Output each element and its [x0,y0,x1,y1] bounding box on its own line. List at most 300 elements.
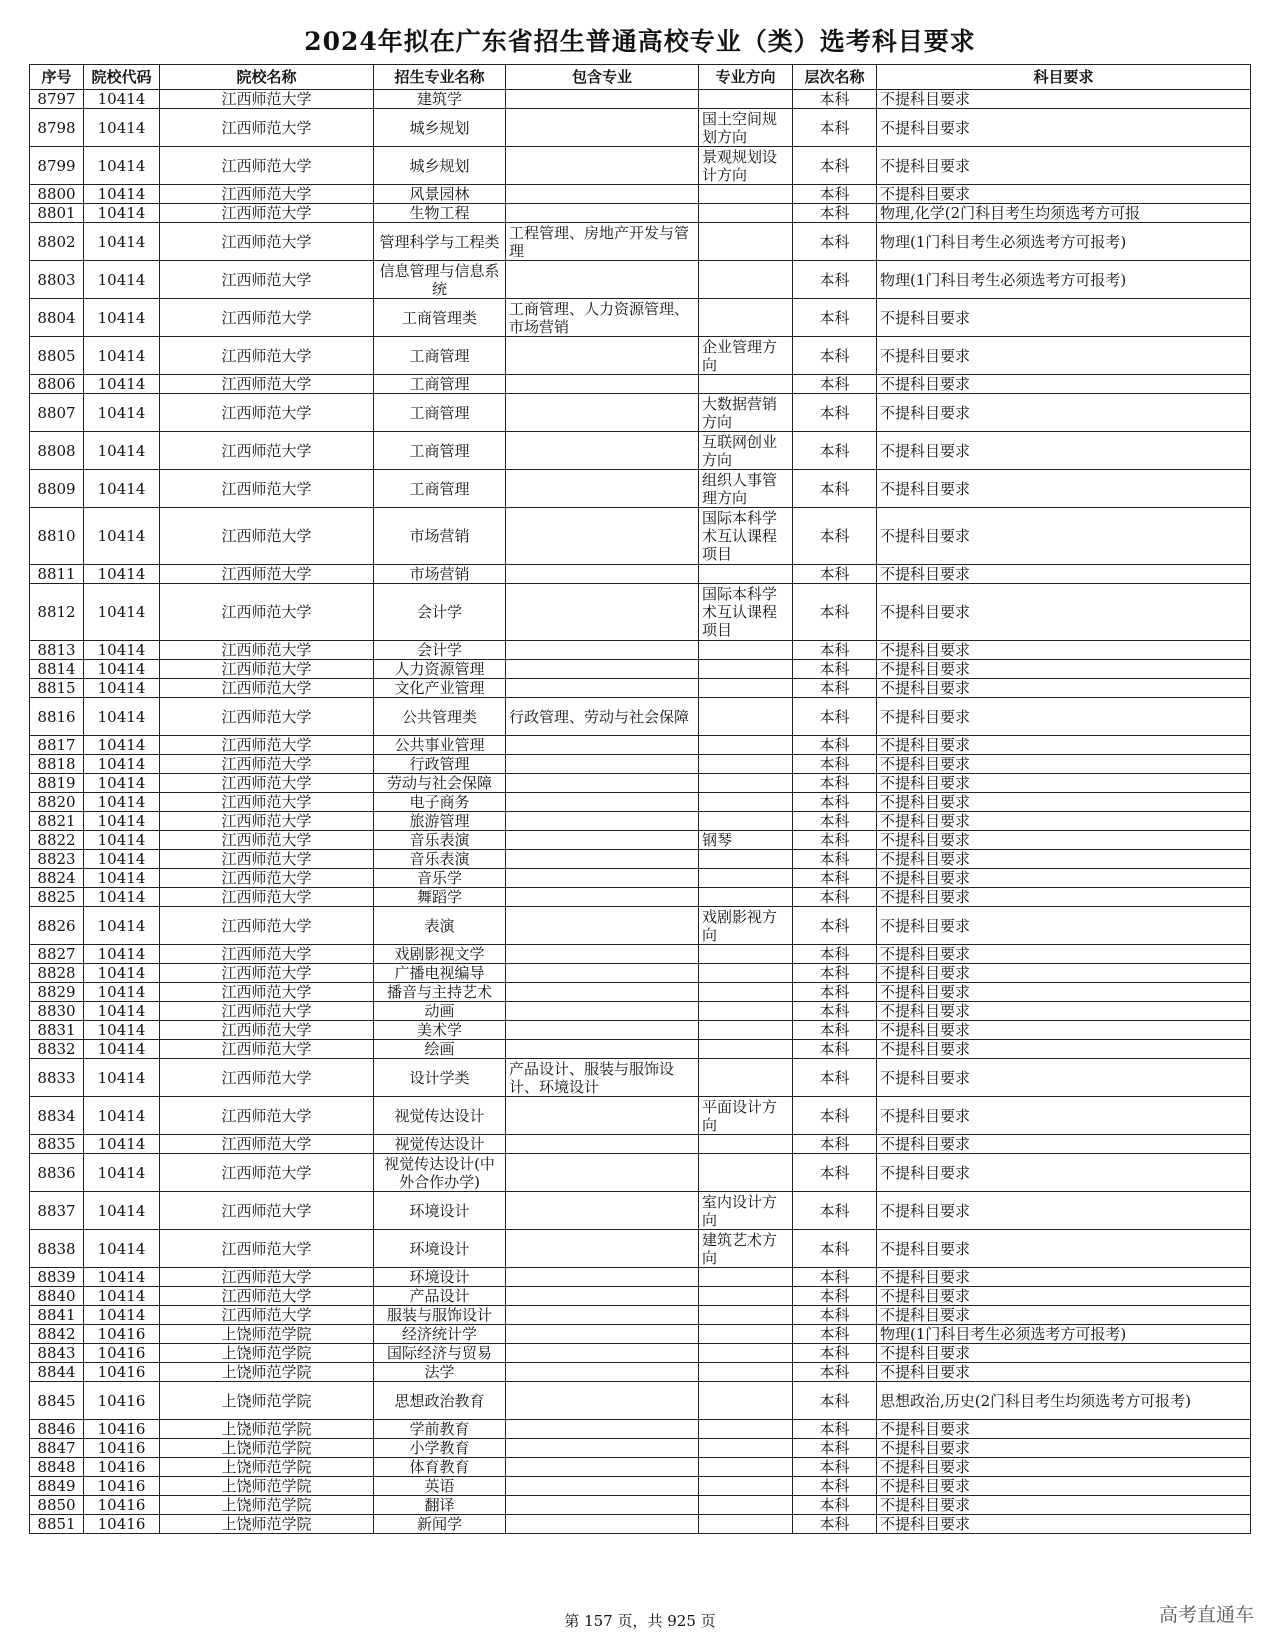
cell-major-name: 信息管理与信息系统 [374,261,506,299]
cell-school-code: 10414 [84,375,160,394]
cell-school-code: 10414 [84,1192,160,1230]
cell-level: 本科 [793,698,877,736]
cell-major-direction [699,679,793,698]
cell-included-majors [506,1287,699,1306]
cell-included-majors [506,679,699,698]
cell-level: 本科 [793,432,877,470]
cell-school-code: 10414 [84,1097,160,1135]
cell-major-name: 绘画 [374,1040,506,1059]
cell-subject-requirement: 不提科目要求 [877,1515,1251,1534]
cell-major-direction [699,1059,793,1097]
cell-level: 本科 [793,812,877,831]
cell-included-majors [506,888,699,907]
cell-school-name: 上饶师范学院 [160,1420,374,1439]
cell-school-code: 10414 [84,1021,160,1040]
cell-level: 本科 [793,774,877,793]
cell-seq: 8843 [30,1344,84,1363]
cell-school-code: 10414 [84,850,160,869]
cell-seq: 8831 [30,1021,84,1040]
cell-school-name: 江西师范大学 [160,299,374,337]
table-row [30,964,1251,983]
cell-school-name: 江西师范大学 [160,641,374,660]
cell-included-majors [506,90,699,109]
cell-subject-requirement: 不提科目要求 [877,1192,1251,1230]
cell-major-name: 环境设计 [374,1268,506,1287]
cell-school-name: 江西师范大学 [160,812,374,831]
cell-school-name: 上饶师范学院 [160,1325,374,1344]
cell-included-majors [506,432,699,470]
cell-major-name: 环境设计 [374,1230,506,1268]
cell-school-name: 江西师范大学 [160,774,374,793]
table-row [30,1382,1251,1420]
cell-school-name: 江西师范大学 [160,90,374,109]
cell-major-name: 会计学 [374,641,506,660]
cell-school-name: 江西师范大学 [160,470,374,508]
cell-major-direction [699,1344,793,1363]
table-row [30,888,1251,907]
table-row [30,109,1251,147]
cell-major-direction [699,1420,793,1439]
cell-included-majors [506,1382,699,1420]
cell-school-name: 江西师范大学 [160,337,374,375]
cell-level: 本科 [793,147,877,185]
cell-subject-requirement: 物理,化学(2门科目考生均须选考方可报 [877,204,1251,223]
cell-major-direction [699,964,793,983]
cell-school-code: 10414 [84,1059,160,1097]
cell-seq: 8823 [30,850,84,869]
cell-included-majors [506,1458,699,1477]
cell-major-name: 视觉传达设计 [374,1097,506,1135]
cell-school-name: 上饶师范学院 [160,1363,374,1382]
cell-major-name: 视觉传达设计 [374,1135,506,1154]
cell-level: 本科 [793,1420,877,1439]
cell-major-direction: 室内设计方向 [699,1192,793,1230]
cell-school-name: 江西师范大学 [160,964,374,983]
cell-major-name: 小学教育 [374,1439,506,1458]
cell-school-code: 10414 [84,1230,160,1268]
cell-major-direction [699,736,793,755]
table-row [30,1002,1251,1021]
cell-school-code: 10414 [84,641,160,660]
cell-included-majors [506,1040,699,1059]
cell-major-name: 设计学类 [374,1059,506,1097]
cell-level: 本科 [793,831,877,850]
cell-subject-requirement: 不提科目要求 [877,1021,1251,1040]
cell-school-code: 10414 [84,337,160,375]
cell-school-name: 江西师范大学 [160,850,374,869]
cell-seq: 8847 [30,1439,84,1458]
cell-major-name: 动画 [374,1002,506,1021]
cell-seq: 8812 [30,584,84,641]
cell-major-name: 广播电视编导 [374,964,506,983]
cell-major-direction [699,774,793,793]
cell-seq: 8851 [30,1515,84,1534]
cell-level: 本科 [793,109,877,147]
cell-level: 本科 [793,90,877,109]
cell-school-name: 上饶师范学院 [160,1344,374,1363]
cell-major-name: 音乐学 [374,869,506,888]
cell-seq: 8816 [30,698,84,736]
cell-level: 本科 [793,1268,877,1287]
cell-included-majors [506,109,699,147]
cell-subject-requirement: 不提科目要求 [877,907,1251,945]
cell-subject-requirement: 不提科目要求 [877,1154,1251,1192]
table-body [30,90,1251,1534]
table-row [30,755,1251,774]
cell-subject-requirement: 不提科目要求 [877,831,1251,850]
cell-major-direction: 景观规划设计方向 [699,147,793,185]
table-row [30,983,1251,1002]
cell-included-majors [506,204,699,223]
cell-major-name: 工商管理类 [374,299,506,337]
cell-school-name: 江西师范大学 [160,1021,374,1040]
cell-subject-requirement: 不提科目要求 [877,983,1251,1002]
header-seq: 序号 [30,65,84,90]
table-row [30,1268,1251,1287]
cell-subject-requirement: 不提科目要求 [877,1230,1251,1268]
cell-seq: 8840 [30,1287,84,1306]
cell-seq: 8839 [30,1268,84,1287]
cell-school-code: 10414 [84,261,160,299]
cell-level: 本科 [793,1154,877,1192]
cell-school-name: 江西师范大学 [160,755,374,774]
cell-school-name: 上饶师范学院 [160,1496,374,1515]
table-row [30,907,1251,945]
cell-seq: 8809 [30,470,84,508]
cell-seq: 8797 [30,90,84,109]
cell-major-direction [699,1268,793,1287]
cell-included-majors [506,1515,699,1534]
cell-subject-requirement: 不提科目要求 [877,1306,1251,1325]
cell-major-direction: 戏剧影视方向 [699,907,793,945]
table-row [30,679,1251,698]
cell-major-direction [699,641,793,660]
cell-seq: 8846 [30,1420,84,1439]
cell-school-code: 10414 [84,1154,160,1192]
cell-level: 本科 [793,375,877,394]
cell-subject-requirement: 不提科目要求 [877,565,1251,584]
cell-seq: 8815 [30,679,84,698]
cell-major-direction [699,1040,793,1059]
cell-subject-requirement: 不提科目要求 [877,1496,1251,1515]
cell-school-name: 江西师范大学 [160,983,374,1002]
cell-major-direction [699,755,793,774]
cell-school-code: 10414 [84,470,160,508]
cell-level: 本科 [793,679,877,698]
cell-seq: 8830 [30,1002,84,1021]
cell-seq: 8836 [30,1154,84,1192]
table-row [30,432,1251,470]
cell-school-name: 江西师范大学 [160,660,374,679]
table-row [30,1325,1251,1344]
cell-major-direction [699,1363,793,1382]
cell-seq: 8803 [30,261,84,299]
cell-seq: 8849 [30,1477,84,1496]
cell-major-name: 表演 [374,907,506,945]
cell-level: 本科 [793,1439,877,1458]
table-row [30,223,1251,261]
cell-school-name: 江西师范大学 [160,1268,374,1287]
cell-seq: 8838 [30,1230,84,1268]
cell-level: 本科 [793,1325,877,1344]
cell-included-majors [506,508,699,565]
table-row [30,1306,1251,1325]
table-row [30,584,1251,641]
cell-school-code: 10414 [84,793,160,812]
cell-major-name: 经济统计学 [374,1325,506,1344]
cell-major-direction [699,1021,793,1040]
cell-major-direction [699,1458,793,1477]
cell-level: 本科 [793,755,877,774]
cell-major-direction [699,793,793,812]
cell-school-code: 10414 [84,983,160,1002]
cell-school-name: 江西师范大学 [160,223,374,261]
cell-included-majors [506,1344,699,1363]
cell-seq: 8802 [30,223,84,261]
cell-seq: 8833 [30,1059,84,1097]
cell-major-direction [699,1002,793,1021]
cell-major-name: 法学 [374,1363,506,1382]
table-row [30,185,1251,204]
cell-included-majors [506,584,699,641]
cell-school-name: 江西师范大学 [160,394,374,432]
cell-school-code: 10414 [84,1287,160,1306]
cell-level: 本科 [793,1021,877,1040]
cell-level: 本科 [793,793,877,812]
cell-included-majors [506,1021,699,1040]
cell-school-name: 江西师范大学 [160,1192,374,1230]
cell-level: 本科 [793,888,877,907]
cell-level: 本科 [793,299,877,337]
cell-included-majors [506,185,699,204]
cell-included-majors: 产品设计、服装与服饰设计、环境设计 [506,1059,699,1097]
cell-included-majors [506,907,699,945]
cell-level: 本科 [793,337,877,375]
cell-school-name: 江西师范大学 [160,1154,374,1192]
cell-seq: 8827 [30,945,84,964]
cell-included-majors [506,736,699,755]
cell-subject-requirement: 不提科目要求 [877,641,1251,660]
cell-included-majors [506,641,699,660]
cell-subject-requirement: 不提科目要求 [877,736,1251,755]
table-row [30,1458,1251,1477]
cell-school-code: 10414 [84,660,160,679]
cell-included-majors [506,565,699,584]
cell-major-direction [699,185,793,204]
cell-included-majors [506,1154,699,1192]
cell-major-direction: 大数据营销方向 [699,394,793,432]
cell-seq: 8834 [30,1097,84,1135]
cell-seq: 8810 [30,508,84,565]
cell-school-code: 10416 [84,1458,160,1477]
cell-school-code: 10414 [84,299,160,337]
cell-level: 本科 [793,736,877,755]
cell-school-name: 上饶师范学院 [160,1458,374,1477]
table-row [30,470,1251,508]
cell-subject-requirement: 不提科目要求 [877,774,1251,793]
cell-seq: 8837 [30,1192,84,1230]
cell-school-name: 江西师范大学 [160,1230,374,1268]
cell-major-direction [699,945,793,964]
cell-school-name: 江西师范大学 [160,888,374,907]
cell-major-direction [699,1325,793,1344]
cell-seq: 8845 [30,1382,84,1420]
cell-included-majors [506,337,699,375]
table-row [30,812,1251,831]
cell-level: 本科 [793,641,877,660]
cell-included-majors [506,1496,699,1515]
cell-major-name: 公共事业管理 [374,736,506,755]
cell-seq: 8819 [30,774,84,793]
cell-school-code: 10414 [84,774,160,793]
page-footer: 第 157 页，共 925 页 [564,1612,716,1630]
cell-subject-requirement: 不提科目要求 [877,185,1251,204]
cell-school-code: 10414 [84,907,160,945]
cell-major-name: 工商管理 [374,470,506,508]
cell-included-majors [506,1420,699,1439]
cell-major-name: 英语 [374,1477,506,1496]
cell-school-code: 10416 [84,1344,160,1363]
table-row [30,1287,1251,1306]
table-row [30,261,1251,299]
cell-subject-requirement: 不提科目要求 [877,679,1251,698]
cell-level: 本科 [793,204,877,223]
cell-subject-requirement: 不提科目要求 [877,1002,1251,1021]
cell-major-direction: 钢琴 [699,831,793,850]
cell-school-name: 上饶师范学院 [160,1439,374,1458]
cell-major-name: 建筑学 [374,90,506,109]
cell-school-code: 10414 [84,565,160,584]
cell-major-direction [699,1515,793,1534]
table-row [30,793,1251,812]
cell-major-name: 城乡规划 [374,147,506,185]
cell-level: 本科 [793,983,877,1002]
cell-level: 本科 [793,964,877,983]
cell-major-direction [699,261,793,299]
cell-seq: 8804 [30,299,84,337]
cell-level: 本科 [793,508,877,565]
cell-school-name: 江西师范大学 [160,185,374,204]
cell-subject-requirement: 不提科目要求 [877,812,1251,831]
cell-included-majors [506,1002,699,1021]
cell-subject-requirement: 不提科目要求 [877,888,1251,907]
cell-included-majors [506,394,699,432]
cell-included-majors [506,375,699,394]
cell-school-code: 10414 [84,755,160,774]
cell-level: 本科 [793,1515,877,1534]
cell-school-code: 10416 [84,1477,160,1496]
cell-school-name: 江西师范大学 [160,679,374,698]
cell-seq: 8817 [30,736,84,755]
cell-subject-requirement: 不提科目要求 [877,375,1251,394]
cell-school-code: 10414 [84,584,160,641]
cell-major-name: 戏剧影视文学 [374,945,506,964]
cell-subject-requirement: 不提科目要求 [877,432,1251,470]
table-row [30,831,1251,850]
table-row [30,1040,1251,1059]
cell-level: 本科 [793,1230,877,1268]
cell-school-code: 10414 [84,185,160,204]
cell-major-name: 旅游管理 [374,812,506,831]
cell-major-name: 音乐表演 [374,831,506,850]
table-header-row [30,65,1251,90]
cell-included-majors: 工程管理、房地产开发与管理 [506,223,699,261]
cell-major-direction: 组织人事管理方向 [699,470,793,508]
cell-subject-requirement: 不提科目要求 [877,90,1251,109]
table-row [30,1021,1251,1040]
cell-major-direction [699,983,793,1002]
header-included-majors: 包含专业 [506,65,699,90]
cell-school-code: 10414 [84,812,160,831]
cell-seq: 8811 [30,565,84,584]
table-row [30,204,1251,223]
cell-major-name: 工商管理 [374,432,506,470]
table-row [30,299,1251,337]
cell-included-majors [506,983,699,1002]
cell-level: 本科 [793,850,877,869]
cell-level: 本科 [793,584,877,641]
cell-subject-requirement: 不提科目要求 [877,1439,1251,1458]
cell-school-name: 江西师范大学 [160,736,374,755]
cell-school-name: 江西师范大学 [160,508,374,565]
cell-major-name: 生物工程 [374,204,506,223]
cell-level: 本科 [793,1097,877,1135]
cell-major-name: 市场营销 [374,565,506,584]
cell-major-direction [699,1287,793,1306]
cell-major-direction [699,660,793,679]
cell-major-name: 公共管理类 [374,698,506,736]
cell-level: 本科 [793,261,877,299]
table-row [30,508,1251,565]
cell-major-name: 美术学 [374,1021,506,1040]
cell-subject-requirement: 不提科目要求 [877,584,1251,641]
requirements-table [29,64,1251,1534]
cell-major-name: 工商管理 [374,337,506,375]
cell-level: 本科 [793,1002,877,1021]
cell-school-code: 10414 [84,147,160,185]
header-school-code: 院校代码 [84,65,160,90]
cell-seq: 8821 [30,812,84,831]
cell-subject-requirement: 不提科目要求 [877,1268,1251,1287]
header-major-direction: 专业方向 [699,65,793,90]
cell-included-majors [506,261,699,299]
table-row [30,337,1251,375]
cell-major-direction: 互联网创业方向 [699,432,793,470]
cell-major-name: 电子商务 [374,793,506,812]
cell-major-name: 环境设计 [374,1192,506,1230]
cell-seq: 8800 [30,185,84,204]
cell-subject-requirement: 不提科目要求 [877,1059,1251,1097]
cell-school-code: 10414 [84,204,160,223]
cell-included-majors [506,964,699,983]
cell-major-name: 翻译 [374,1496,506,1515]
cell-subject-requirement: 思想政治,历史(2门科目考生均须选考方可报考) [877,1382,1251,1420]
cell-major-direction: 建筑艺术方向 [699,1230,793,1268]
cell-subject-requirement: 不提科目要求 [877,869,1251,888]
cell-school-name: 江西师范大学 [160,1040,374,1059]
cell-school-code: 10414 [84,888,160,907]
cell-major-direction [699,850,793,869]
cell-level: 本科 [793,1059,877,1097]
cell-major-direction: 国际本科学术互认课程项目 [699,508,793,565]
cell-major-direction [699,1439,793,1458]
cell-included-majors [506,1097,699,1135]
cell-school-name: 江西师范大学 [160,565,374,584]
cell-seq: 8808 [30,432,84,470]
cell-level: 本科 [793,565,877,584]
cell-level: 本科 [793,1496,877,1515]
cell-level: 本科 [793,660,877,679]
